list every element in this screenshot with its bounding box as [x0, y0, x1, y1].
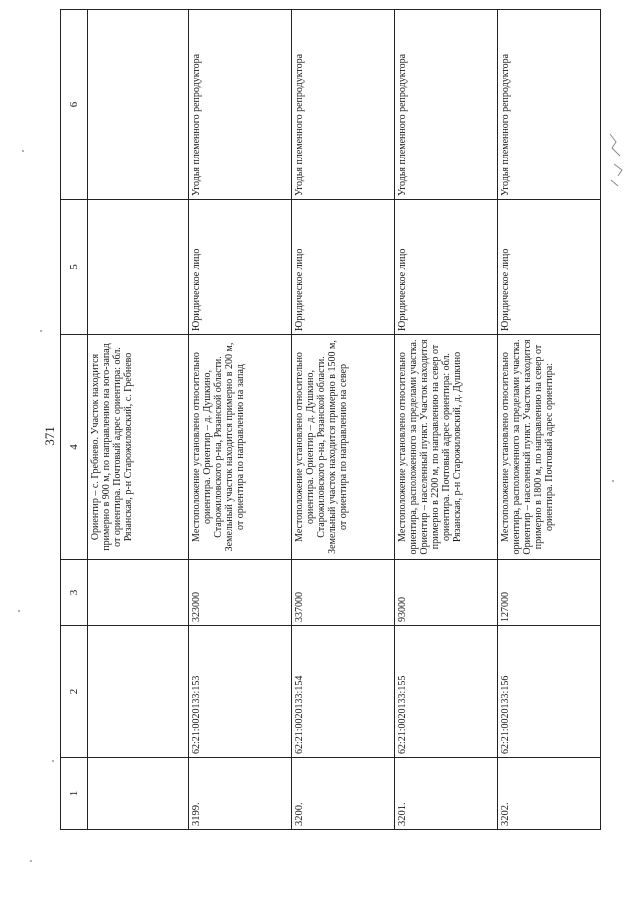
cell-area: 337000	[292, 560, 395, 626]
cell-number: 3200.	[292, 758, 395, 830]
cell-owner: Юридическое лицо	[292, 200, 395, 335]
cell-cadastral	[88, 626, 189, 758]
rotated-table-container	[60, 10, 610, 830]
cell-location: Местоположение установлено относительно ориентира. Ориентир – д. Душкино, Старожиловского р-на, Рязанской области. Земельный участок находится примерно в 200 м, от ориентира по направлению на запад	[189, 335, 292, 560]
cell-purpose: Угодья племенного репродуктора	[498, 10, 601, 200]
cell-purpose: Угодья племенного репродуктора	[292, 10, 395, 200]
cell-area: 323000	[189, 560, 292, 626]
cell-cadastral: 62:21:0020133:154	[292, 626, 395, 758]
cell-location: Местоположение установлено относительно ориентира, расположенного за пределами участка. Ориентир – населенный пункт. Участок находится примерно в 2200 м, по направлению на север от ориентира. Почтовый адрес ориентира: обл. Рязанская, р-н Старожиловский, д. Душкино	[395, 335, 498, 560]
cell-owner: Юридическое лицо	[395, 200, 498, 335]
table-row	[395, 10, 498, 830]
header-col-2: 2	[61, 626, 88, 758]
page-number: 371	[42, 426, 57, 446]
margin-scribble-mark	[606, 130, 628, 190]
cell-cadastral: 62:21:0020133:155	[395, 626, 498, 758]
header-col-5: 5	[61, 200, 88, 335]
table-row	[292, 10, 395, 830]
header-col-6: 6	[61, 10, 88, 200]
cell-owner: Юридическое лицо	[498, 200, 601, 335]
cell-location: Местоположение установлено относительно ориентира, расположенного за пределами участка. Ориентир – населенный пункт. Участок находится примерно в 1800 м, по направлению на север от ориентира. Почтовый адрес ориентира:	[498, 335, 601, 560]
header-col-4: 4	[61, 335, 88, 560]
cell-number: 3202.	[498, 758, 601, 830]
cell-owner: Юридическое лицо	[189, 200, 292, 335]
scan-speck	[52, 760, 54, 762]
header-col-3: 3	[61, 560, 88, 626]
cell-purpose: Угодья племенного репродуктора	[189, 10, 292, 200]
cell-number: 3201.	[395, 758, 498, 830]
table-row	[498, 10, 601, 830]
land-plots-table	[60, 9, 601, 830]
cell-cadastral: 62:21:0020133:156	[498, 626, 601, 758]
scan-speck	[40, 330, 42, 332]
cell-location: Местоположение установлено относительно ориентира. Ориентир – д. Душкино, Старожиловского р-на, Рязанской области. Земельный участок находится примерно в 1500 м, от ориентира по направлению на север	[292, 335, 395, 560]
header-row	[61, 10, 88, 830]
cell-owner	[88, 200, 189, 335]
scan-speck	[30, 860, 32, 862]
cell-area	[88, 560, 189, 626]
table-row	[189, 10, 292, 830]
cell-number	[88, 758, 189, 830]
continuation-row	[88, 10, 189, 830]
header-col-1: 1	[61, 758, 88, 830]
cell-area: 93000	[395, 560, 498, 626]
scan-speck	[22, 150, 24, 152]
cell-location: Ориентир – с. Гребнево. Участок находится примерно в 900 м, по направлению на юго-запад от ориентира. Почтовый адрес ориентира: обл. Рязанская, р-н Старожиловский, с. Гребнево	[88, 335, 189, 560]
cell-purpose: Угодья племенного репродуктора	[395, 10, 498, 200]
scan-speck	[18, 610, 20, 612]
scan-speck	[612, 480, 614, 482]
cell-cadastral: 62:21:0020133:153	[189, 626, 292, 758]
cell-number: 3199.	[189, 758, 292, 830]
cell-purpose	[88, 10, 189, 200]
cell-area: 127000	[498, 560, 601, 626]
